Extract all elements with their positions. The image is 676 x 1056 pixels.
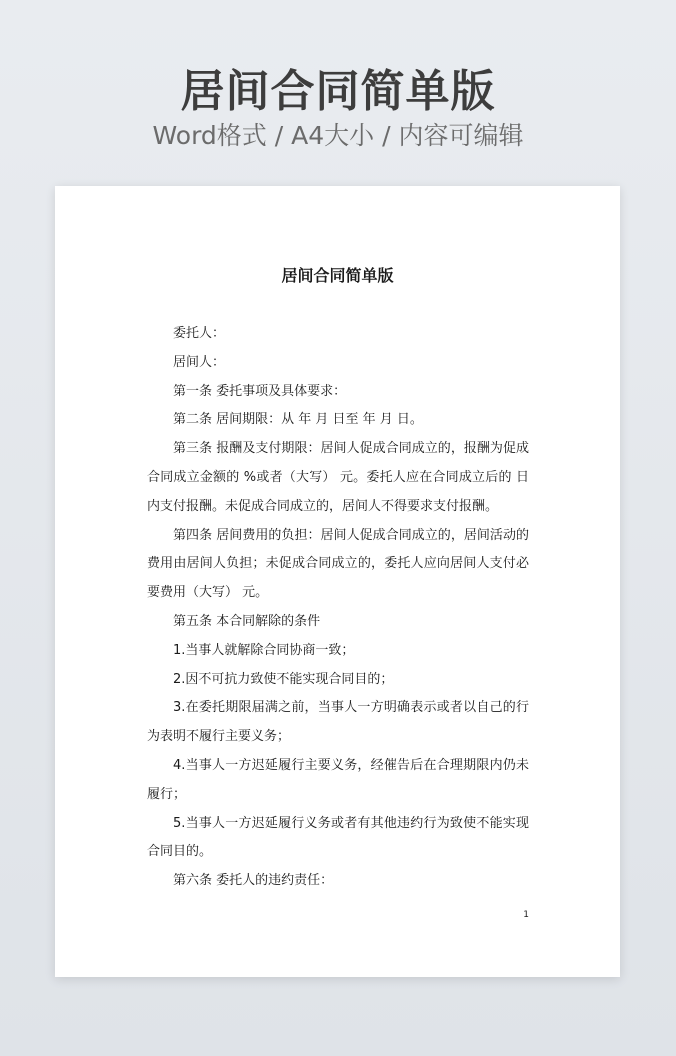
paragraph-article-5: 第五条 本合同解除的条件 xyxy=(173,613,321,629)
paragraph-article-4: 第四条 居间费用的负担：居间人促成合同成立的，居间活动的费用由居间人负担；未促成合同成立的，委托人应向居间人支付必要费用（大写） 元。 xyxy=(147,527,529,601)
document-page xyxy=(55,186,620,977)
paragraph-clause-2: 2.因不可抗力致使不能实现合同目的； xyxy=(173,671,394,687)
paragraph-clause-5: 5.当事人一方迟延履行义务或者有其他违约行为致使不能实现合同目的。 xyxy=(147,815,529,860)
banner-title: 居间合同简单版 xyxy=(180,66,496,117)
paragraph-principal: 委托人： xyxy=(173,326,226,341)
paragraph-intermediary: 居间人： xyxy=(173,354,226,370)
document-body xyxy=(147,320,529,896)
paragraph-article-6: 第六条 委托人的违约责任： xyxy=(173,873,334,889)
paragraph-clause-4: 4.当事人一方迟延履行主要义务，经催告后在合理期限内仍未履行； xyxy=(147,757,529,802)
paragraph-article-1: 第一条 委托事项及具体要求： xyxy=(173,383,347,399)
paragraph-clause-1: 1.当事人就解除合同协商一致； xyxy=(173,642,355,658)
page-number: 1 xyxy=(523,910,529,920)
banner-subtitle: Word格式 / A4大小 / 内容可编辑 xyxy=(152,121,524,150)
paragraph-article-2: 第二条 居间期限：从 年 月 日至 年 月 日。 xyxy=(173,412,423,428)
document-title: 居间合同简单版 xyxy=(281,266,394,285)
paragraph-article-3: 第三条 报酬及支付期限：居间人促成合同成立的，报酬为促成合同成立金额的 %或者（大写） 元。委托人应在合同成立后的 日内支付报酬。未促成合同成立的，居间人不得要求支付报酬。 xyxy=(147,441,529,514)
paragraph-clause-3: 3.在委托期限届满之前，当事人一方明确表示或者以自己的行为表明不履行主要义务； xyxy=(147,700,529,745)
